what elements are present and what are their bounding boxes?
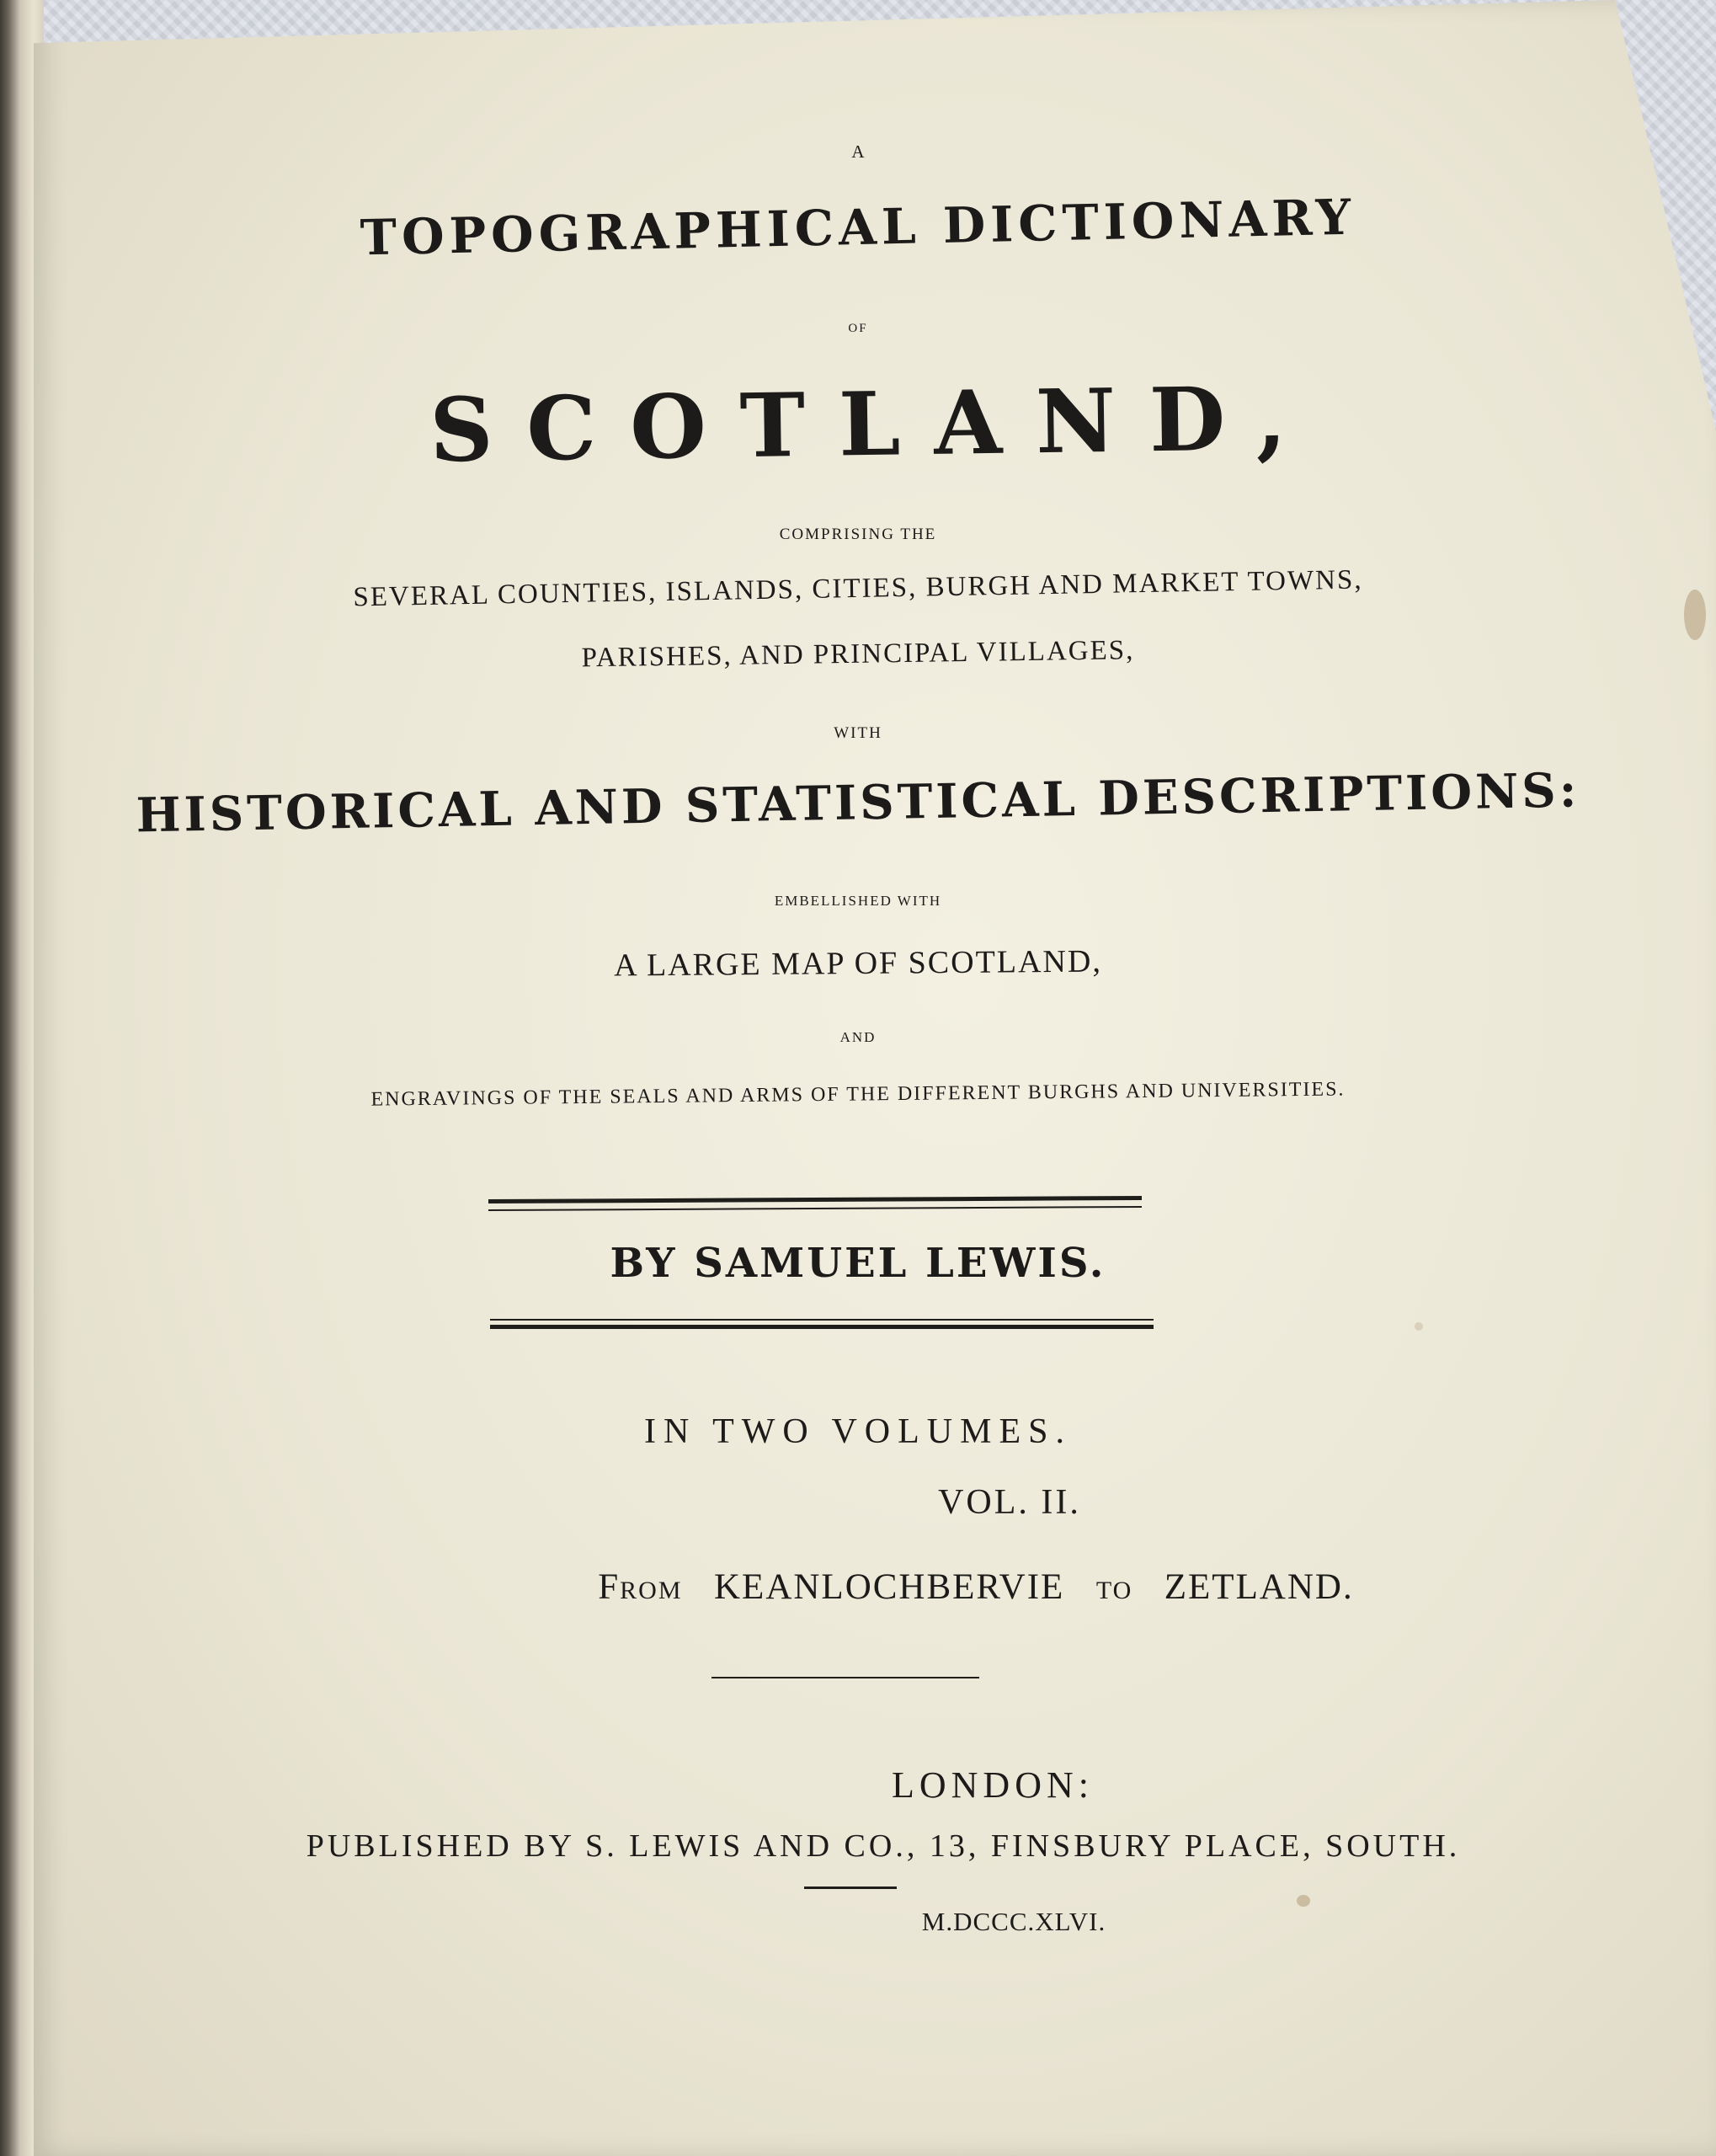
and-label: AND — [839, 1029, 877, 1045]
volumes-line: IN TWO VOLUMES. — [644, 1412, 1072, 1451]
title-of: OF — [848, 322, 868, 335]
title-article: A — [851, 141, 865, 162]
comprising-label: COMPRISING THE — [779, 526, 937, 543]
country-title: SCOTLAND, — [429, 366, 1321, 483]
double-rule-bottom-thin — [490, 1319, 1154, 1321]
contents-line-2: PARISHES, AND PRINCIPAL VILLAGES, — [581, 635, 1135, 674]
range-end: ZETLAND. — [1164, 1567, 1354, 1607]
range-start: KEANLOCHBERVIE — [714, 1567, 1065, 1607]
publisher-underline-rule — [804, 1886, 897, 1889]
map-line: A LARGE MAP OF SCOTLAND, — [613, 943, 1103, 984]
volume-range — [0, 1566, 1716, 1608]
publication-year: M.DCCC.XLVI. — [921, 1907, 1106, 1936]
range-to-label: to — [1095, 1567, 1133, 1607]
short-rule — [711, 1677, 979, 1678]
with-label: WITH — [834, 724, 882, 742]
city-line: LONDON: — [892, 1764, 1094, 1806]
range-from-label: From — [598, 1567, 683, 1607]
page-title: TOPOGRAPHICAL DICTIONARY — [360, 188, 1356, 267]
foxing-spot — [1297, 1895, 1310, 1907]
engravings-line: ENGRAVINGS OF THE SEALS AND ARMS OF THE DIFFERENT BURGHS AND UNIVERSITIES. — [370, 1078, 1346, 1111]
volume-number: VOL. II. — [938, 1483, 1081, 1522]
publisher-line: PUBLISHED BY S. LEWIS AND CO., 13, FINSBURY PLACE, SOUTH. — [306, 1828, 1461, 1864]
double-rule-bottom-thick — [490, 1325, 1154, 1329]
contents-line-1: SEVERAL COUNTIES, ISLANDS, CITIES, BURGH AND MARKET TOWNS, — [353, 564, 1363, 613]
descriptions-heading: HISTORICAL AND STATISTICAL DESCRIPTIONS: — [136, 762, 1580, 844]
author-line: BY SAMUEL LEWIS. — [610, 1240, 1106, 1287]
foxing-spot — [1415, 1322, 1423, 1331]
embellished-label: EMBELLISHED WITH — [774, 893, 942, 909]
